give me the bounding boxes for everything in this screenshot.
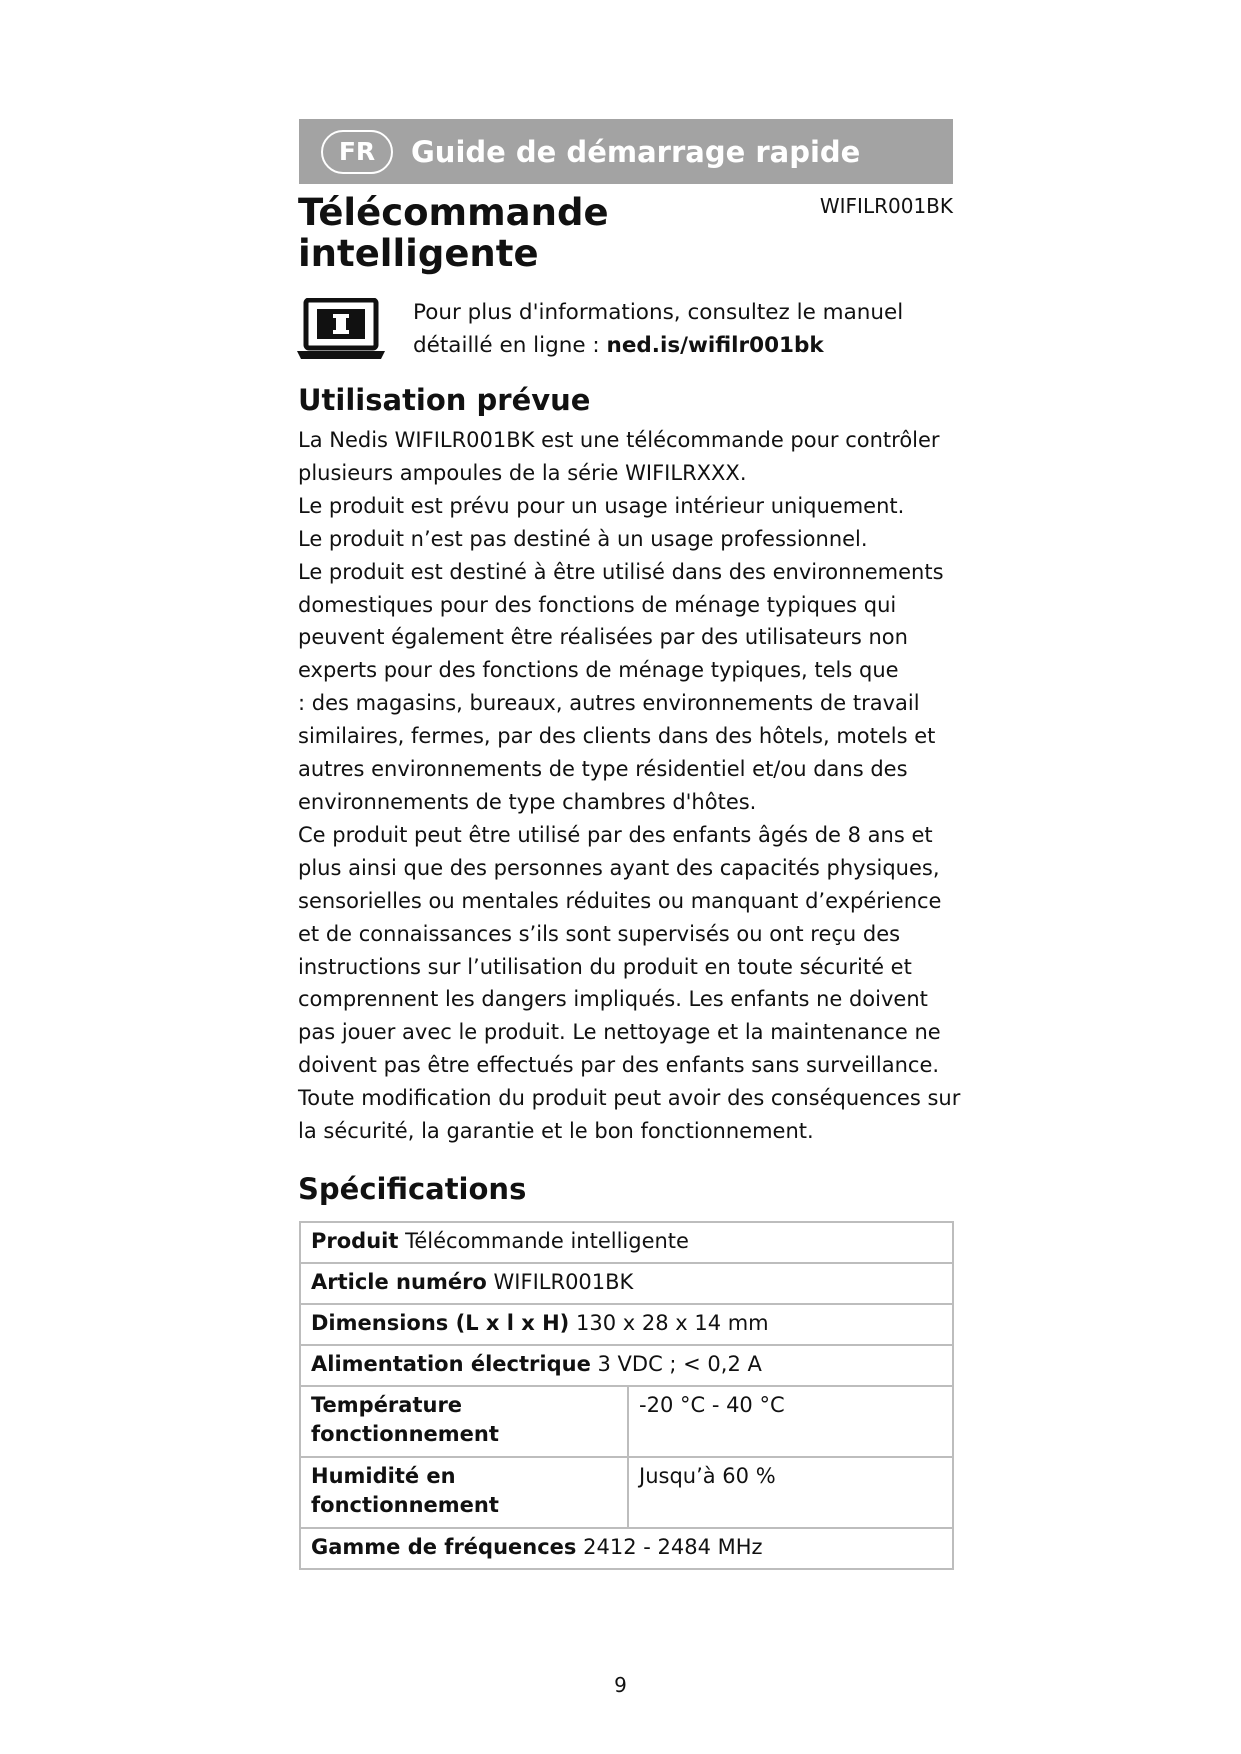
intended-use-line: plus ainsi que des personnes ayant des capacités physiques, <box>298 855 940 880</box>
spec-value: 3 VDC ; < 0,2 A <box>597 1352 762 1376</box>
intended-use-line: Le produit est prévu pour un usage intérieur uniquement. <box>298 493 905 518</box>
language-banner <box>299 119 953 184</box>
intended-use-line: plusieurs ampoules de la série WIFILRXXX. <box>298 460 747 485</box>
intended-use-line: la sécurité, la garantie et le bon fonctionnement. <box>298 1119 814 1144</box>
intended-use-line: Toute modification du produit peut avoir des conséquences sur <box>298 1086 961 1111</box>
intended-use-line: similaires, fermes, par des clients dans des hôtels, motels et <box>298 724 936 749</box>
spec-label: Produit <box>311 1229 399 1253</box>
intended-use-line: sensorielles ou mentales réduites ou manquant d’expérience <box>298 888 942 913</box>
spec-label: Humidité en fonctionnement <box>300 1457 628 1528</box>
spec-label: Température fonctionnement <box>300 1386 628 1457</box>
manual-url-link[interactable]: ned.is/wifilr001bk <box>606 333 824 358</box>
spec-label: Alimentation électrique <box>311 1352 591 1376</box>
spec-value: 2412 - 2484 MHz <box>583 1535 763 1559</box>
spec-value: Télécommande intelligente <box>405 1229 689 1253</box>
info-line <box>413 329 953 362</box>
intended-use-heading: Utilisation prévue <box>298 383 591 417</box>
intended-use-line: : des magasins, bureaux, autres environnements de travail <box>298 691 920 716</box>
intended-use-line: La Nedis WIFILR001BK est une télécommande pour contrôler <box>298 428 940 452</box>
intended-use-line: autres environnements de type résidentiel et/ou dans des <box>298 757 908 782</box>
intended-use-line: Ce produit peut être utilisé par des enfants âgés de 8 ans et <box>298 822 933 847</box>
intended-use-line: domestiques pour des fonctions de ménage typiques qui <box>298 592 897 617</box>
spec-label: Dimensions (L x l x H) <box>311 1311 570 1335</box>
intended-use-line: Le produit est destiné à être utilisé dans des environnements <box>298 559 944 584</box>
intended-use-line: doivent pas être effectués par des enfants sans surveillance. <box>298 1053 940 1078</box>
intended-use-line: pas jouer avec le produit. Le nettoyage et la maintenance ne <box>298 1020 941 1045</box>
spec-row <box>300 1304 953 1345</box>
spec-value: -20 °C - 40 °C <box>628 1386 953 1457</box>
page-number: 9 <box>614 1673 627 1697</box>
spec-row <box>300 1263 953 1304</box>
intended-use-line: instructions sur l’utilisation du produit en toute sécurité et <box>298 954 912 979</box>
intended-use-line: Le produit n’est pas destiné à un usage professionnel. <box>298 526 868 551</box>
intended-use-line: environnements de type chambres d'hôtes. <box>298 789 757 814</box>
specifications-heading: Spécifications <box>298 1172 527 1206</box>
spec-row <box>300 1345 953 1386</box>
spec-value: Jusqu’à 60 % <box>628 1457 953 1528</box>
model-code: WIFILR001BK <box>819 194 953 218</box>
banner-title: Guide de démarrage rapide <box>411 134 861 169</box>
info-line-prefix: détaillé en ligne : <box>413 333 607 358</box>
intended-use-text <box>298 424 978 1148</box>
spec-row <box>300 1222 953 1263</box>
spec-row <box>300 1386 953 1457</box>
laptop-info-icon <box>297 298 385 360</box>
intended-use-line: peuvent également être réalisées par des utilisateurs non <box>298 625 908 650</box>
product-title-line: Télécommande <box>298 191 609 234</box>
specifications-table <box>299 1221 954 1570</box>
intended-use-line: et de connaissances s’ils sont supervisés ou ont reçu des <box>298 921 901 946</box>
spec-label: Article numéro <box>311 1270 487 1294</box>
intended-use-line: experts pour des fonctions de ménage typiques, tels que <box>298 658 899 683</box>
spec-label: Gamme de fréquences <box>311 1535 577 1559</box>
language-badge: FR <box>321 130 393 174</box>
spec-value: 130 x 28 x 14 mm <box>575 1311 769 1335</box>
spec-row <box>300 1528 953 1569</box>
spec-row <box>300 1457 953 1528</box>
spec-value: WIFILR001BK <box>493 1270 634 1294</box>
product-title-line: intelligente <box>298 232 539 275</box>
info-text <box>413 296 953 362</box>
product-title <box>298 192 718 274</box>
intended-use-line: comprennent les dangers impliqués. Les enfants ne doivent <box>298 987 928 1012</box>
info-line: Pour plus d'informations, consultez le manuel <box>413 300 904 325</box>
